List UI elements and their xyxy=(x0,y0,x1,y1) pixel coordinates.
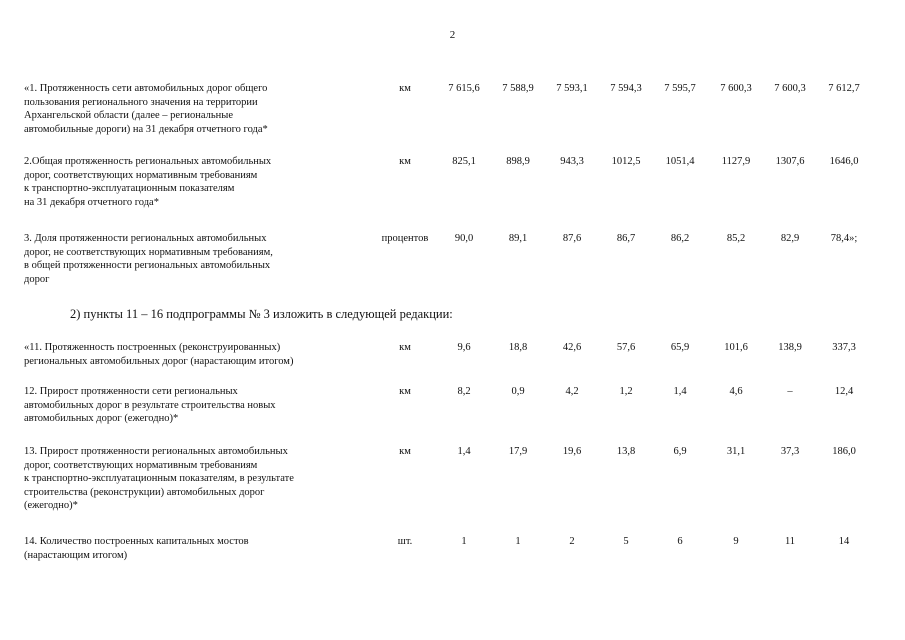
row-description: 2.Общая протяженность региональных автомобильных дорог, соответствующих нормативным требованиям к транспортно-эксплуатационным показателям на 31 декабря отчетного года* xyxy=(24,156,272,208)
row-value: 1,4 xyxy=(457,446,471,457)
row-value: 7 600,3 xyxy=(720,83,752,94)
row-value: 337,3 xyxy=(832,342,856,353)
row-description: 13. Прирост протяженности региональных автомобильных дорог, соответствующих нормативным требованиям к транспортно-эксплуатационным показателям, в результате строительства (реконструкции) автомобильных дорог (ежегодно)* xyxy=(24,446,294,511)
row-value: 0,9 xyxy=(511,386,525,397)
row-unit: шт. xyxy=(397,536,413,547)
row-value: 7 595,7 xyxy=(664,83,696,94)
row-value: 1051,4 xyxy=(665,156,695,167)
row-description: 3. Доля протяженности региональных автомобильных дорог, не соответствующих нормативным требованиям, в общей протяженности региональных автомобильных дорог xyxy=(24,233,273,285)
row-value: 7 594,3 xyxy=(610,83,642,94)
row-value: 2 xyxy=(569,536,575,547)
row-value: 42,6 xyxy=(562,342,582,353)
row-value: 8,2 xyxy=(457,386,471,397)
row-value: 9,6 xyxy=(457,342,471,353)
row-value: 18,8 xyxy=(508,342,528,353)
row-value: 78,4»; xyxy=(830,233,858,244)
row-value: 37,3 xyxy=(780,446,800,457)
row-value: 90,0 xyxy=(454,233,474,244)
row-unit: км xyxy=(399,83,411,94)
row-value: 5 xyxy=(623,536,629,547)
row-value: 86,2 xyxy=(670,233,690,244)
row-value: 19,6 xyxy=(562,446,582,457)
row-value: 1307,6 xyxy=(775,156,805,167)
row-value: 87,6 xyxy=(562,233,582,244)
row-value: – xyxy=(787,386,793,397)
row-value: 1 xyxy=(461,536,467,547)
row-unit: км xyxy=(399,156,411,167)
row-value: 1012,5 xyxy=(611,156,641,167)
row-value: 85,2 xyxy=(726,233,746,244)
row-value: 82,9 xyxy=(780,233,800,244)
row-value: 4,2 xyxy=(565,386,579,397)
row-value: 17,9 xyxy=(508,446,528,457)
row-value: 7 600,3 xyxy=(774,83,806,94)
row-value: 65,9 xyxy=(670,342,690,353)
row-value: 1646,0 xyxy=(829,156,859,167)
row-value: 13,8 xyxy=(616,446,636,457)
row-unit: км xyxy=(399,342,411,353)
row-value: 1,2 xyxy=(619,386,633,397)
row-unit: км xyxy=(399,446,411,457)
row-value: 57,6 xyxy=(616,342,636,353)
row-value: 4,6 xyxy=(729,386,743,397)
row-value: 1 xyxy=(515,536,521,547)
row-value: 898,9 xyxy=(506,156,530,167)
row-value: 186,0 xyxy=(832,446,856,457)
row-value: 7 588,9 xyxy=(502,83,534,94)
row-value: 12,4 xyxy=(834,386,854,397)
section-heading: 2) пункты 11 – 16 подпрограммы № 3 изложить в следующей редакции: xyxy=(70,307,453,321)
row-value: 6 xyxy=(677,536,683,547)
row-value: 825,1 xyxy=(452,156,476,167)
row-value: 7 612,7 xyxy=(828,83,860,94)
row-description: «1. Протяженность сети автомобильных дорог общего пользования регионального значения на территории Архангельской области (далее – региональные автомобильные дороги) на 31 декабря отчетного года* xyxy=(24,83,268,135)
row-value: 943,3 xyxy=(560,156,584,167)
row-value: 138,9 xyxy=(778,342,802,353)
row-value: 7 615,6 xyxy=(448,83,480,94)
row-description: 12. Прирост протяженности сети региональных автомобильных дорог в результате строительства новых автомобильных дорог (ежегодно)* xyxy=(24,386,276,424)
row-unit: км xyxy=(399,386,411,397)
row-unit: процентов xyxy=(381,233,429,244)
row-value: 14 xyxy=(838,536,850,547)
row-value: 6,9 xyxy=(673,446,687,457)
row-value: 1127,9 xyxy=(721,156,751,167)
row-value: 101,6 xyxy=(724,342,748,353)
row-value: 1,4 xyxy=(673,386,687,397)
row-value: 89,1 xyxy=(508,233,528,244)
page-number: 2 xyxy=(449,29,456,41)
row-value: 7 593,1 xyxy=(556,83,588,94)
row-value: 31,1 xyxy=(726,446,746,457)
row-description: «11. Протяженность построенных (реконструированных) региональных автомобильных дорог (нарастающим итогом) xyxy=(24,342,294,367)
row-value: 11 xyxy=(784,536,796,547)
row-value: 9 xyxy=(733,536,739,547)
row-description: 14. Количество построенных капитальных мостов (нарастающим итогом) xyxy=(24,536,249,561)
row-value: 86,7 xyxy=(616,233,636,244)
